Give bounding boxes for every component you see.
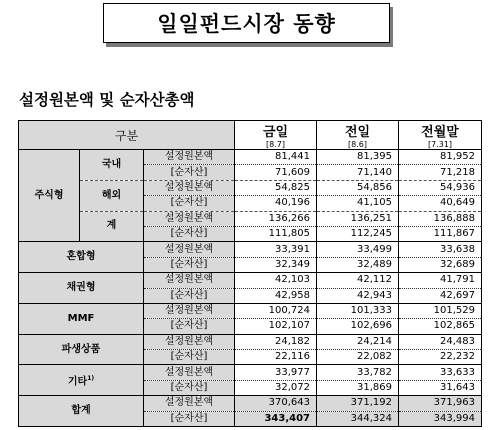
value-cell: 71,140 <box>317 165 399 180</box>
metric-label: [순자산] <box>144 257 235 272</box>
value-cell: 33,782 <box>317 365 399 380</box>
value-cell: 343,407 <box>235 411 317 426</box>
value-cell: 22,082 <box>317 350 399 365</box>
col-prev-day-date: [8.6] <box>317 140 399 150</box>
metric-label: [순자산] <box>144 380 235 395</box>
value-cell: 81,952 <box>399 150 482 165</box>
table-row <box>19 180 482 195</box>
value-cell: 112,245 <box>317 226 399 241</box>
group-label-hybrid: 혼합형 <box>19 242 144 273</box>
table-row-total <box>19 396 482 411</box>
value-cell: 102,865 <box>399 319 482 334</box>
metric-label: 설정원본액 <box>144 334 235 349</box>
value-cell: 32,349 <box>235 257 317 272</box>
other-label-text: 기타 <box>67 376 88 388</box>
col-prev-month-label: 전월말 <box>399 121 482 141</box>
value-cell: 32,489 <box>317 257 399 272</box>
value-cell: 40,196 <box>235 196 317 211</box>
table-row <box>19 334 482 349</box>
value-cell: 42,697 <box>399 288 482 303</box>
metric-label: 설정원본액 <box>144 211 235 226</box>
metric-label: [순자산] <box>144 411 235 426</box>
value-cell: 33,391 <box>235 242 317 257</box>
value-cell: 54,856 <box>317 180 399 195</box>
value-cell: 32,072 <box>235 380 317 395</box>
fund-table <box>18 120 482 427</box>
group-label-other <box>19 365 144 396</box>
metric-label: [순자산] <box>144 196 235 211</box>
metric-label: [순자산] <box>144 226 235 241</box>
value-cell: 33,633 <box>399 365 482 380</box>
value-cell: 371,192 <box>317 396 399 411</box>
col-prev-day-label: 전일 <box>317 121 399 141</box>
sub-label-overseas: 해외 <box>80 180 144 211</box>
value-cell: 22,116 <box>235 350 317 365</box>
metric-label: 설정원본액 <box>144 242 235 257</box>
table-row <box>19 150 482 165</box>
value-cell: 101,529 <box>399 303 482 318</box>
footnote-marker: 1) <box>87 374 95 382</box>
value-cell: 31,643 <box>399 380 482 395</box>
value-cell: 42,103 <box>235 273 317 288</box>
value-cell: 54,825 <box>235 180 317 195</box>
value-cell: 102,107 <box>235 319 317 334</box>
table-row <box>19 365 482 380</box>
value-cell: 371,963 <box>399 396 482 411</box>
group-label-total: 합계 <box>19 396 144 427</box>
value-cell: 24,214 <box>317 334 399 349</box>
value-cell: 81,395 <box>317 150 399 165</box>
table-row <box>19 242 482 257</box>
table-row <box>19 211 482 226</box>
value-cell: 71,609 <box>235 165 317 180</box>
table-row <box>19 303 482 318</box>
value-cell: 71,218 <box>399 165 482 180</box>
metric-label: 설정원본액 <box>144 303 235 318</box>
value-cell: 370,643 <box>235 396 317 411</box>
value-cell: 343,994 <box>399 411 482 426</box>
value-cell: 136,266 <box>235 211 317 226</box>
value-cell: 81,441 <box>235 150 317 165</box>
value-cell: 32,689 <box>399 257 482 272</box>
group-label-mmf: MMF <box>19 303 144 334</box>
value-cell: 40,649 <box>399 196 482 211</box>
col-today-label: 금일 <box>235 121 317 141</box>
metric-label: 설정원본액 <box>144 150 235 165</box>
metric-label: 설정원본액 <box>144 365 235 380</box>
value-cell: 42,958 <box>235 288 317 303</box>
group-label-derivative: 파생상품 <box>19 334 144 365</box>
value-cell: 54,936 <box>399 180 482 195</box>
value-cell: 42,943 <box>317 288 399 303</box>
col-today-date: [8.7] <box>235 140 317 150</box>
group-label-bond: 채권형 <box>19 273 144 304</box>
value-cell: 41,105 <box>317 196 399 211</box>
metric-label: [순자산] <box>144 319 235 334</box>
category-header: 구분 <box>19 121 235 150</box>
value-cell: 136,888 <box>399 211 482 226</box>
value-cell: 22,232 <box>399 350 482 365</box>
value-cell: 24,182 <box>235 334 317 349</box>
value-cell: 33,638 <box>399 242 482 257</box>
sub-label-subtotal: 계 <box>80 211 144 242</box>
metric-label: [순자산] <box>144 288 235 303</box>
value-cell: 24,483 <box>399 334 482 349</box>
value-cell: 111,867 <box>399 226 482 241</box>
value-cell: 136,251 <box>317 211 399 226</box>
group-label-equity: 주식형 <box>19 150 80 242</box>
metric-label: [순자산] <box>144 350 235 365</box>
value-cell: 344,324 <box>317 411 399 426</box>
value-cell: 31,869 <box>317 380 399 395</box>
value-cell: 41,791 <box>399 273 482 288</box>
metric-label: 설정원본액 <box>144 180 235 195</box>
value-cell: 33,977 <box>235 365 317 380</box>
value-cell: 111,805 <box>235 226 317 241</box>
metric-label: [순자산] <box>144 165 235 180</box>
metric-label: 설정원본액 <box>144 396 235 411</box>
value-cell: 33,499 <box>317 242 399 257</box>
section-title: 설정원본액 및 순자산총액 <box>19 91 195 109</box>
col-prev-month-date: [7.31] <box>399 140 482 150</box>
page-title: 일일펀드시장 동향 <box>103 3 390 43</box>
value-cell: 42,112 <box>317 273 399 288</box>
sub-label-domestic: 국내 <box>80 150 144 181</box>
value-cell: 102,696 <box>317 319 399 334</box>
value-cell: 101,333 <box>317 303 399 318</box>
metric-label: 설정원본액 <box>144 273 235 288</box>
table-row <box>19 273 482 288</box>
value-cell: 100,724 <box>235 303 317 318</box>
